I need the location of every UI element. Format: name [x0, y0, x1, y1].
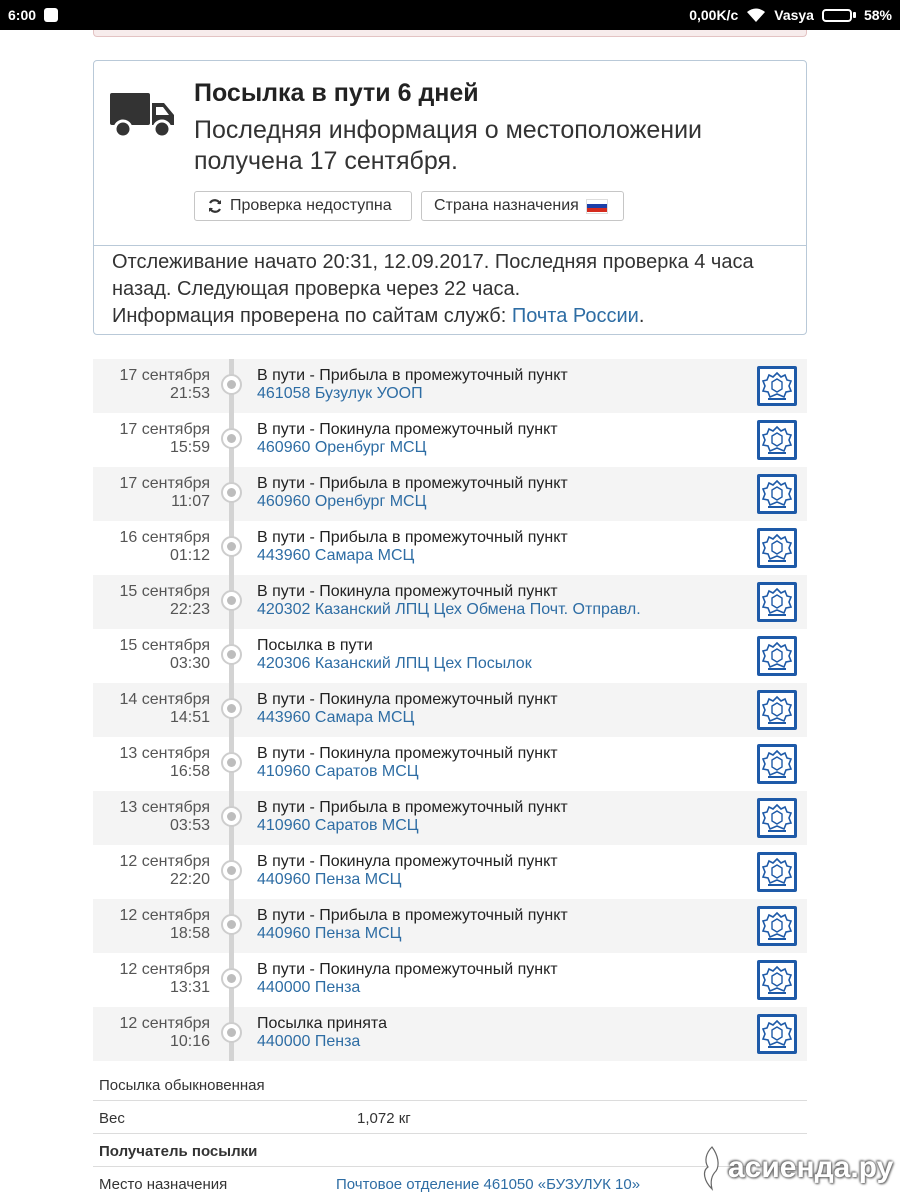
timeline-event-row: [93, 953, 807, 1007]
battery-percent: 58%: [863, 7, 892, 23]
russia-flag-icon: [586, 199, 608, 214]
timeline-event-row: [93, 683, 807, 737]
site-watermark: [700, 1145, 893, 1191]
event-date: 12 сентября: [119, 961, 210, 978]
refresh-icon: [207, 198, 223, 214]
watermark-text: асиенда.ру: [728, 1151, 894, 1184]
russian-post-logo-icon[interactable]: [757, 690, 797, 730]
event-details: [257, 475, 568, 511]
event-date: 13 сентября: [119, 799, 210, 816]
event-details: [257, 907, 568, 943]
event-location-link[interactable]: 440000 Пенза: [257, 1033, 361, 1050]
event-location-link[interactable]: 461058 Бузулук УООП: [257, 385, 423, 402]
event-details: [257, 961, 558, 997]
timeline-dot-icon: [221, 482, 242, 503]
timeline-dot-icon: [221, 536, 242, 557]
event-status: Посылка в пути: [257, 637, 373, 654]
event-location-link[interactable]: 420306 Казанский ЛПЦ Цех Посылок: [257, 655, 532, 672]
destination-link[interactable]: Почтовое отделение 461050 «БУЗУЛУК 10»: [336, 1176, 641, 1193]
event-details: [257, 1015, 387, 1051]
tracking-info-prefix: Информация проверена по сайтам служб:: [112, 305, 512, 327]
status-time: 6:00: [8, 7, 37, 23]
event-date: 15 сентября: [119, 583, 210, 600]
russian-post-logo-icon[interactable]: [757, 474, 797, 514]
tracking-info: [112, 249, 792, 330]
event-details: [257, 691, 558, 727]
event-status: В пути - Покинула промежуточный пункт: [257, 745, 558, 762]
timeline-event-row: [93, 575, 807, 629]
event-time: 10:16: [169, 1033, 210, 1050]
event-time: 22:20: [169, 871, 210, 888]
timeline-event-row: [93, 1007, 807, 1061]
timeline-event-row: [93, 629, 807, 683]
destination-country-label: Страна назначения: [434, 197, 579, 214]
previous-panel-edge: [93, 30, 807, 37]
event-status: В пути - Покинула промежуточный пункт: [257, 583, 558, 600]
russian-post-link[interactable]: Почта России: [511, 305, 639, 327]
event-time: 16:58: [169, 763, 210, 780]
event-datetime: [119, 583, 210, 619]
event-location-link[interactable]: 410960 Саратов МСЦ: [257, 763, 419, 780]
event-datetime: [119, 1015, 210, 1051]
timeline-dot-icon: [221, 428, 242, 449]
weight-row: [93, 1101, 807, 1134]
timeline-event-row: [93, 359, 807, 413]
event-time: 03:30: [169, 655, 210, 672]
status-bar-right: [689, 7, 892, 23]
event-status: В пути - Покинула промежуточный пункт: [257, 691, 558, 708]
network-speed: 0,00K/c: [689, 7, 739, 23]
event-datetime: [119, 637, 210, 673]
event-location-link[interactable]: 443960 Самара МСЦ: [257, 547, 415, 564]
summary-title: Посылка в пути 6 дней: [194, 79, 479, 107]
event-datetime: [119, 745, 210, 781]
timeline-dot-icon: [221, 914, 242, 935]
timeline-event-row: [93, 737, 807, 791]
event-time: 22:23: [169, 601, 210, 618]
timeline-dot-icon: [221, 806, 242, 827]
event-details: [257, 583, 641, 619]
event-details: [257, 421, 558, 457]
event-status: В пути - Прибыла в промежуточный пункт: [257, 907, 568, 924]
event-time: 18:58: [169, 925, 210, 942]
event-location-link[interactable]: 440960 Пенза МСЦ: [257, 925, 402, 942]
event-datetime: [119, 907, 210, 943]
summary-subtitle: Последняя информация о местоположении получена 17 сентября.: [194, 116, 702, 175]
event-location-link[interactable]: 420302 Казанский ЛПЦ Цех Обмена Почт. Отправл.: [257, 601, 641, 618]
event-details: [257, 529, 568, 565]
timeline-event-row: [93, 791, 807, 845]
event-details: [257, 853, 558, 889]
event-details: [257, 799, 568, 835]
event-datetime: [119, 529, 210, 565]
event-date: 13 сентября: [119, 745, 210, 762]
parcel-type: Посылка обыкновенная: [99, 1077, 265, 1094]
event-datetime: [119, 421, 210, 457]
event-status: В пути - Покинула промежуточный пункт: [257, 421, 558, 438]
status-bar-left: [8, 7, 58, 23]
event-time: 03:53: [169, 817, 210, 834]
event-date: 17 сентября: [119, 421, 210, 438]
russian-post-logo-icon[interactable]: [757, 852, 797, 892]
russian-post-logo-icon[interactable]: [757, 798, 797, 838]
timeline-dot-icon: [221, 374, 242, 395]
event-time: 11:07: [171, 493, 210, 510]
russian-post-logo-icon[interactable]: [757, 420, 797, 460]
russian-post-logo-icon[interactable]: [757, 528, 797, 568]
event-datetime: [119, 799, 210, 835]
timeline-dot-icon: [221, 968, 242, 989]
event-date: 16 сентября: [119, 529, 210, 546]
russian-post-logo-icon[interactable]: [757, 366, 797, 406]
event-status: В пути - Прибыла в промежуточный пункт: [257, 475, 568, 492]
event-status: В пути - Прибыла в промежуточный пункт: [257, 529, 568, 546]
timeline-dot-icon: [221, 1022, 242, 1043]
tracking-timeline: [93, 359, 807, 1061]
recipient-heading: Получатель посылки: [99, 1143, 258, 1160]
summary-header: [94, 61, 806, 246]
russian-post-logo-icon[interactable]: [757, 906, 797, 946]
event-status: Посылка принята: [257, 1015, 387, 1032]
event-date: 12 сентября: [119, 907, 210, 924]
russian-post-logo-icon[interactable]: [757, 1014, 797, 1054]
event-datetime: [119, 367, 210, 403]
event-status: В пути - Прибыла в промежуточный пункт: [257, 367, 568, 384]
refresh-check-button[interactable]: [194, 191, 412, 221]
weight-value: 1,072 кг: [357, 1110, 411, 1127]
event-location-link[interactable]: 443960 Самара МСЦ: [257, 709, 415, 726]
timeline-dot-icon: [221, 698, 242, 719]
truck-icon: [110, 87, 176, 141]
event-datetime: [119, 961, 210, 997]
event-time: 14:51: [169, 709, 210, 726]
event-location-link[interactable]: 440000 Пенза: [257, 979, 361, 996]
destination-label: Место назначения: [99, 1176, 228, 1193]
status-bar: [0, 0, 900, 30]
event-datetime: [119, 853, 210, 889]
event-details: [257, 367, 568, 403]
watermark-logo-icon: [700, 1145, 724, 1191]
wifi-icon: [746, 7, 766, 23]
event-location-link[interactable]: 460960 Оренбург МСЦ: [257, 439, 427, 456]
event-status: В пути - Прибыла в промежуточный пункт: [257, 799, 568, 816]
timeline-event-row: [93, 413, 807, 467]
event-date: 12 сентября: [119, 853, 210, 870]
event-details: [257, 745, 558, 781]
tracking-info-text: Отслеживание начато 20:31, 12.09.2017. Последняя проверка 4 часа назад. Следующая проверка через 22 часа.: [112, 251, 754, 300]
refresh-check-label: Проверка недоступна: [230, 197, 392, 214]
event-date: 17 сентября: [119, 475, 210, 492]
event-time: 15:59: [169, 439, 210, 456]
event-time: 01:12: [169, 547, 210, 564]
russian-post-logo-icon[interactable]: [757, 744, 797, 784]
russian-post-logo-icon[interactable]: [757, 582, 797, 622]
weight-label: Вес: [99, 1110, 125, 1127]
timeline-dot-icon: [221, 590, 242, 611]
event-date: 17 сентября: [119, 367, 210, 384]
timeline-event-row: [93, 467, 807, 521]
notification-icon: [44, 8, 58, 22]
battery-icon: [822, 9, 856, 22]
timeline-dot-icon: [221, 860, 242, 881]
carrier-name: Vasya: [774, 7, 814, 23]
event-date: 15 сентября: [119, 637, 210, 654]
event-location-link[interactable]: 440960 Пенза МСЦ: [257, 871, 402, 888]
destination-country-button[interactable]: [421, 191, 624, 221]
event-details: [257, 637, 532, 673]
timeline-event-row: [93, 845, 807, 899]
event-time: 21:53: [169, 385, 210, 402]
event-time: 13:31: [169, 979, 210, 996]
timeline-dot-icon: [221, 644, 242, 665]
event-status: В пути - Покинула промежуточный пункт: [257, 961, 558, 978]
timeline-event-row: [93, 899, 807, 953]
tracking-info-suffix: .: [638, 305, 645, 327]
event-location-link[interactable]: 410960 Саратов МСЦ: [257, 817, 419, 834]
russian-post-logo-icon[interactable]: [757, 636, 797, 676]
event-datetime: [119, 475, 210, 511]
event-datetime: [119, 691, 210, 727]
timeline-dot-icon: [221, 752, 242, 773]
event-location-link[interactable]: 460960 Оренбург МСЦ: [257, 493, 427, 510]
russian-post-logo-icon[interactable]: [757, 960, 797, 1000]
event-status: В пути - Покинула промежуточный пункт: [257, 853, 558, 870]
timeline-event-row: [93, 521, 807, 575]
event-date: 14 сентября: [119, 691, 210, 708]
parcel-type-row: [93, 1068, 807, 1101]
tracking-summary-card: [93, 60, 807, 335]
event-date: 12 сентября: [119, 1015, 210, 1032]
